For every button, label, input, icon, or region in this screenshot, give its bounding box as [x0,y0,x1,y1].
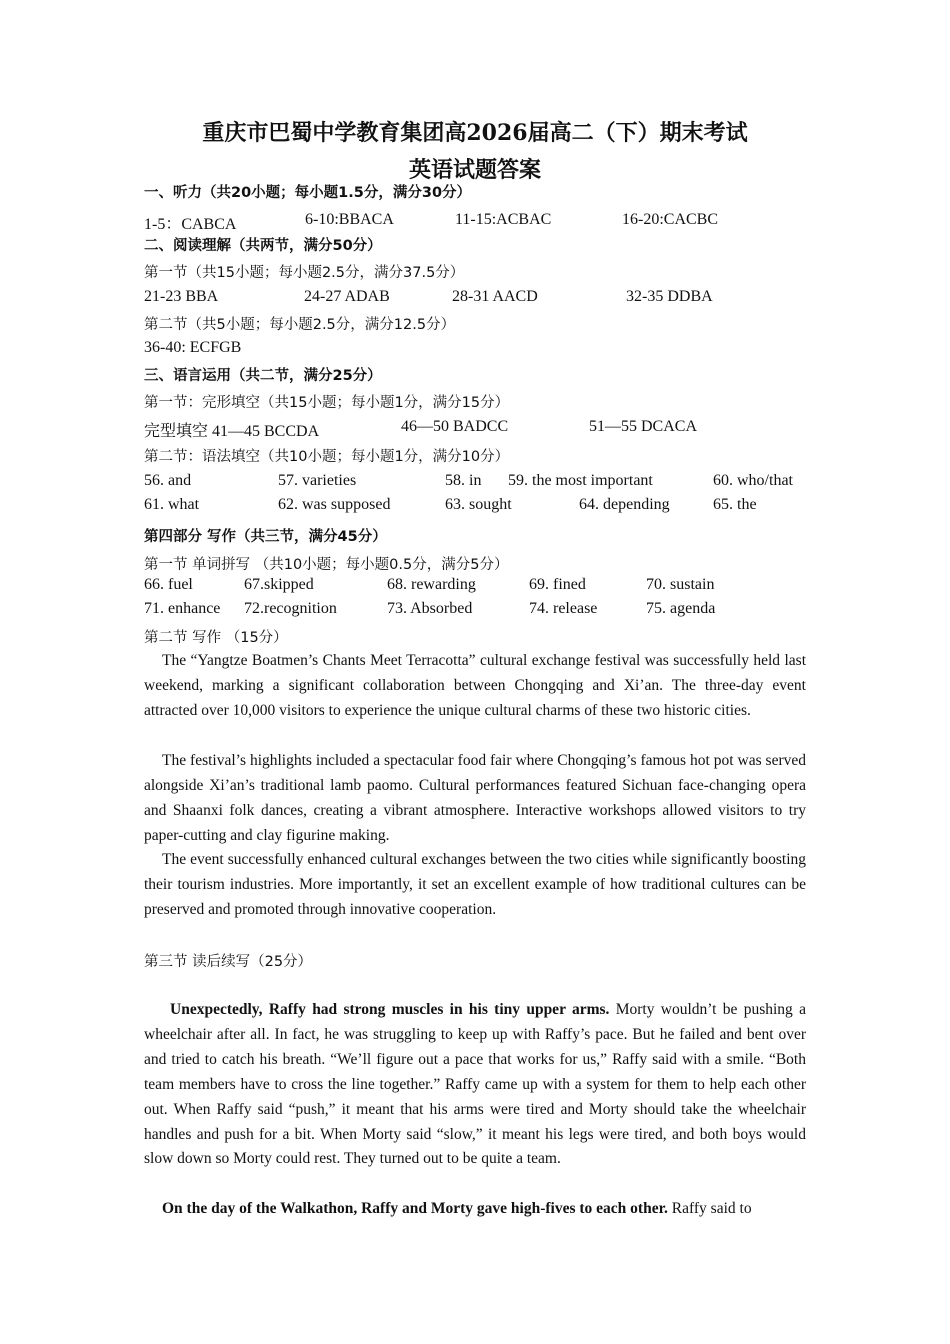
essay-paragraph-2: The festival’s highlights included a spectacular food fair where Chongqing’s famous hot pot was served alongside Xi’an’s traditional lamb paomo. Cultural performances featured Sichuan face-changing opera and Shaanxi folk dances, creating a vibrant atmosphere. Interactive workshops allowed visitors to try paper-cutting and clay figurine making. [144,752,806,844]
spelling-answer-71: 71. enhance [144,600,221,617]
writing-header: 第四部分 写作（共三节，满分45分） [144,529,387,545]
grammar-answer-56: 56. and [144,472,192,489]
spelling-section-header: 第一节 单词拼写 （共10小题；每小题0.5分，满分5分） [144,557,509,573]
document-title: 重庆市巴蜀中学教育集团高2026届高二（下）期末考试 [202,120,748,146]
grammar-answer-62: 62. was supposed [278,496,391,513]
spelling-answer-72: 72.recognition [244,600,337,617]
listening-header: 一、听力（共20小题；每小题1.5分，满分30分） [144,185,472,201]
grammar-answer-61: 61. what [144,496,200,513]
spelling-answer-67: 67.skipped [244,576,314,593]
essay-paragraph-3: The event successfully enhanced cultural exchanges between the two cities while significantly boosting their tourism industries. More importantly, it set an excellent example of how traditional cultures can be preserved and promoted through innovative cooperation. [144,851,806,918]
grammar-answer-58: 58. in [445,472,482,489]
essay-section-header: 第二节 写作 （15分） [144,630,288,646]
grammar-section-header: 第二节：语法填空（共10小题；每小题1分，满分10分） [144,449,510,465]
spelling-answer-68: 68. rewarding [387,576,476,593]
grammar-answer-60: 60. who/that [713,472,793,489]
language-header: 三、语言运用（共二节，满分25分） [144,368,382,384]
spelling-answer-73: 73. Absorbed [387,600,473,617]
listening-answer-2: 6-10:BBACA [305,211,394,228]
reading-section2-answer: 36-40: ECFGB [144,339,242,356]
story-paragraph-1 [144,998,806,1172]
reading-answer-1: 21-23 BBA [144,288,219,305]
grammar-answer-63: 63. sought [445,496,512,513]
reading-answer-4: 32-35 DDBA [626,288,713,305]
spelling-answer-66: 66. fuel [144,576,193,593]
reading-section1-header: 第一节（共15小题；每小题2.5分，满分37.5分） [144,265,465,281]
story-paragraph-2-lead: On the day of the Walkathon, Raffy and Morty gave high-fives to each other. [162,1200,668,1217]
reading-answer-3: 28-31 AACD [452,288,538,305]
continuation-section-header: 第三节 读后续写（25分） [144,954,313,970]
story-paragraph-1-text: Morty wouldn’t be pushing a wheelchair after all. In fact, he was struggling to keep up with Raffy’s pace. But he failed and bent over and tried to catch his breath. “We’ll figure out a pace that works for us,” Raffy said with a smile. “Both team members have to cross the line together.” Raffy came up with a system for them to help each other out. When Raffy said “push,” it meant that his arms were tired and Morty should take the wheelchair handles and push for a bit. When Morty said “slow,” it meant his legs were tired, and both boys would slow down so Morty could rest. They turned out to be quite a team. [144,1001,806,1168]
cloze-answer-2: 46—50 BADCC [401,418,509,435]
grammar-answer-59: 59. the most important [508,472,653,489]
listening-answer-3: 11-15:ACBAC [455,211,552,228]
cloze-answer-1 [144,418,319,441]
listening-answer-4: 16-20:CACBC [622,211,719,228]
grammar-answer-65: 65. the [713,496,757,513]
story-paragraph-2-text: Raffy said to [667,1200,752,1217]
document-subtitle: 英语试题答案 [408,157,541,183]
spelling-answer-75: 75. agenda [646,600,716,617]
listening-answer-1: 1-5：CABCA [144,216,237,233]
grammar-answer-64: 64. depending [579,496,670,513]
reading-answer-2: 24-27 ADAB [304,288,390,305]
cloze-section-header: 第一节：完形填空（共15小题；每小题1分，满分15分） [144,395,510,411]
reading-section2-header: 第二节（共5小题；每小题2.5分，满分12.5分） [144,317,456,333]
spelling-answer-74: 74. release [529,600,598,617]
essay-paragraph-1: The “Yangtze Boatmen’s Chants Meet Terracotta” cultural exchange festival was successfully held last weekend, marking a significant collaboration between Chongqing and Xi’an. The three-day event attracted over 10,000 visitors to experience the unique cultural charms of these two historic cities. [144,652,806,719]
story-paragraph-2 [144,1197,806,1222]
story-paragraph-1-lead: Unexpectedly, Raffy had strong muscles in his tiny upper arms. [170,1001,610,1018]
cloze-answer-1-text: 完型填空 41—45 BCCDA [144,423,320,440]
reading-header: 二、阅读理解（共两节，满分50分） [144,238,382,254]
grammar-answer-57: 57. varieties [278,472,357,489]
spelling-answer-69: 69. fined [529,576,586,593]
cloze-answer-3: 51—55 DCACA [589,418,698,435]
spelling-answer-70: 70. sustain [646,576,715,593]
